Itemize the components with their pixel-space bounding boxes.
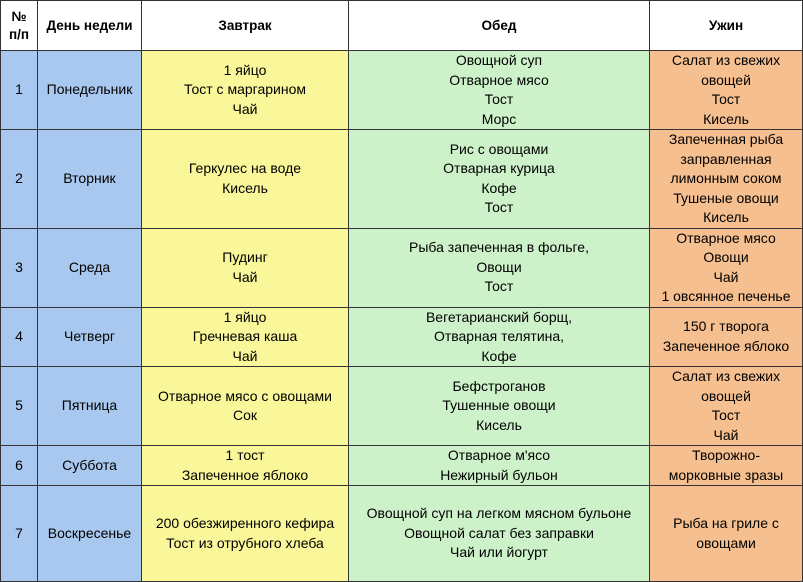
meal-item: Бефстроганов xyxy=(452,377,546,394)
meal-item: Сок xyxy=(232,407,258,423)
dinner-cell xyxy=(650,51,803,130)
meal-item: 1 яйцо xyxy=(223,61,267,78)
dinner-cell xyxy=(650,446,803,486)
meal-item: Чай xyxy=(713,268,739,285)
meal-item: Тушеные овощи xyxy=(673,189,779,206)
day-of-week: Понедельник xyxy=(38,51,142,130)
meal-item: Нежирный бульон xyxy=(440,466,558,483)
meal-item: Кофе xyxy=(481,179,517,196)
table-row xyxy=(1,228,803,307)
meal-item: Овощи xyxy=(703,249,749,265)
row-number: 4 xyxy=(1,307,38,367)
meal-item: Салат из свежих xyxy=(671,52,781,68)
meal-item: Кисель xyxy=(703,209,749,225)
meal-item: Геркулес на воде xyxy=(188,160,302,177)
meal-item: Морс xyxy=(481,110,517,127)
day-of-week: Среда xyxy=(38,228,142,307)
meal-item: Чай или йогурт xyxy=(450,544,548,561)
meal-item: Тост xyxy=(711,91,741,107)
row-number: 2 xyxy=(1,130,38,229)
meal-item: Творожно- xyxy=(692,447,760,463)
day-of-week: Воскресенье xyxy=(38,486,142,582)
meal-item: Тушенные овощи xyxy=(442,397,556,414)
breakfast-cell xyxy=(142,228,349,307)
meal-item: овощей xyxy=(701,71,751,88)
table-row xyxy=(1,51,803,130)
header-dinner: Ужин xyxy=(650,1,803,51)
meal-item: 1 яйцо xyxy=(223,308,267,325)
meal-item: морковные зразы xyxy=(668,466,784,483)
meal-item: Отварное мясо xyxy=(449,71,549,88)
row-number: 7 xyxy=(1,486,38,582)
meal-item: Отварная курица xyxy=(443,160,555,177)
dinner-cell xyxy=(650,307,803,367)
meal-item: Овощной суп на легком мясном бульоне xyxy=(366,505,632,522)
day-of-week: Суббота xyxy=(38,446,142,486)
meal-item: заправленная xyxy=(680,150,772,167)
table-row xyxy=(1,486,803,582)
meal-item: 1 овсянное печенье xyxy=(661,288,791,304)
meal-item: лимонным соком xyxy=(670,170,782,186)
lunch-cell xyxy=(349,307,650,367)
table-body xyxy=(1,51,803,582)
meal-item: 200 обезжиренного кефира xyxy=(155,515,335,531)
header-num-line2: п/п xyxy=(8,26,30,42)
meal-item: Рыба на гриле с xyxy=(673,515,779,531)
meal-item: Тост с маргарином xyxy=(184,81,306,98)
meal-item: овощей xyxy=(701,387,751,404)
lunch-cell xyxy=(349,130,650,229)
header-day: День недели xyxy=(38,1,142,51)
meal-item: Тост xyxy=(484,278,514,295)
lunch-cell xyxy=(349,446,650,486)
day-of-week: Четверг xyxy=(38,307,142,367)
meal-item: Тост xyxy=(484,91,514,107)
lunch-cell xyxy=(349,367,650,446)
breakfast-cell xyxy=(142,446,349,486)
meal-item: Запеченная рыба xyxy=(668,131,784,147)
header-num-line1: № xyxy=(11,8,27,24)
row-number: 3 xyxy=(1,228,38,307)
row-number: 5 xyxy=(1,367,38,446)
day-of-week: Вторник xyxy=(38,130,142,229)
table-row xyxy=(1,446,803,486)
dinner-cell xyxy=(650,130,803,229)
day-of-week: Пятница xyxy=(38,367,142,446)
dinner-cell xyxy=(650,367,803,446)
meal-item: Чай xyxy=(232,100,258,117)
breakfast-cell xyxy=(142,367,349,446)
meal-item: Отварное мясо xyxy=(676,229,776,246)
meal-item: Кисель xyxy=(703,110,749,127)
lunch-cell xyxy=(349,51,650,130)
meal-item: Чай xyxy=(232,347,258,364)
row-number: 1 xyxy=(1,51,38,130)
breakfast-cell xyxy=(142,307,349,367)
dinner-cell xyxy=(650,486,803,582)
breakfast-cell xyxy=(142,51,349,130)
meal-item: Тост xyxy=(484,199,514,216)
table-row xyxy=(1,130,803,229)
meal-item: Рис с овощами xyxy=(449,140,549,157)
row-number: 6 xyxy=(1,446,38,486)
meal-item: овощами xyxy=(696,534,756,551)
meal-item: Овощной салат без заправки xyxy=(404,524,594,541)
meal-item: Овощи xyxy=(476,258,522,275)
header-breakfast: Завтрак xyxy=(142,1,349,51)
meal-item: 150 г творога xyxy=(683,318,769,335)
meal-item: Кисель xyxy=(222,179,268,196)
breakfast-cell xyxy=(142,130,349,229)
meal-item: Запеченное яблоко xyxy=(181,466,309,483)
meal-item: Вегетарианский борщ, xyxy=(425,308,573,325)
meal-item: Отварное м'ясо xyxy=(447,447,551,463)
meal-item: Кофе xyxy=(481,347,517,364)
header-lunch: Обед xyxy=(349,1,650,51)
meal-item: Тост xyxy=(711,407,741,423)
meal-item: Гречневая каша xyxy=(192,328,298,344)
meal-item: Рыба запеченная в фольге, xyxy=(409,239,589,256)
meal-item: Салат из свежих xyxy=(671,368,781,384)
meal-item: Чай xyxy=(713,426,739,443)
dinner-cell xyxy=(650,228,803,307)
meal-item: Овощной суп xyxy=(455,52,543,68)
meal-item: Тост из отрубного хлеба xyxy=(166,534,324,551)
meal-item: Пудинг xyxy=(222,249,268,265)
breakfast-cell xyxy=(142,486,349,582)
table-row xyxy=(1,307,803,367)
meal-item: Отварное мясо с овощами xyxy=(158,387,332,404)
meal-item: Запеченное яблоко xyxy=(662,337,790,354)
table-row xyxy=(1,367,803,446)
header-num xyxy=(1,1,38,51)
lunch-cell xyxy=(349,228,650,307)
header-row xyxy=(1,1,803,51)
meal-item: Отварная телятина, xyxy=(433,328,565,344)
lunch-cell xyxy=(349,486,650,582)
meal-item: Чай xyxy=(232,268,258,285)
meal-item: 1 тост xyxy=(225,447,265,463)
meal-item: Кисель xyxy=(476,416,522,433)
